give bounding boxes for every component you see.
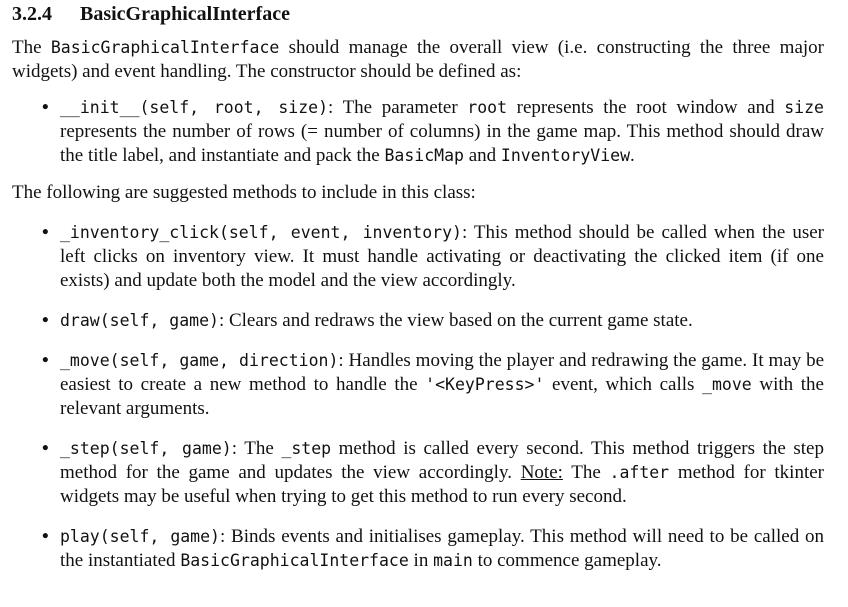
method-signature: play(self, game) — [60, 527, 220, 546]
inline-code: root — [467, 98, 508, 117]
list-item-draw — [12, 309, 824, 333]
item-text: with the relevant arguments. — [60, 374, 824, 419]
intro-text: The — [12, 37, 51, 58]
inline-code: BasicGraphicalInterface — [180, 551, 409, 570]
inline-code: '<KeyPress>' — [425, 375, 545, 394]
method-signature: _inventory_click(self, event, inventory) — [60, 223, 462, 242]
bullet-icon: • — [42, 438, 49, 459]
class-name-code: BasicGraphicalInterface — [50, 38, 280, 57]
inline-code: InventoryView — [500, 146, 631, 165]
item-text: event, which calls — [544, 374, 703, 395]
method-signature: draw(self, game) — [60, 311, 219, 330]
item-text: method is called every second. This method triggers the step method for the game and updates the view accordingly. — [60, 438, 824, 483]
intro-text: should manage the overall view (i.e. constructing the three major widgets) and event handling. The constructor should be defined as: — [12, 37, 824, 82]
item-text: : This method should be called when the user left clicks on inventory view. It must handle activating or deactivating the clicked item (if one exists) and update both the model and the view accordingly. — [60, 222, 824, 291]
inline-code: size — [784, 98, 824, 117]
list-item-play — [12, 525, 824, 573]
bullet-icon: • — [42, 310, 49, 331]
section-heading — [12, 0, 824, 26]
method-signature: _move(self, game, direction) — [60, 351, 339, 370]
item-text: represents the number of rows (= number of columns) in the game map. This method should draw the title label, and instantiate and pack the — [60, 121, 824, 166]
inline-code: BasicMap — [384, 146, 464, 165]
constructor-list — [12, 96, 824, 168]
note-label: Note: — [520, 462, 563, 483]
methods-list — [12, 221, 824, 573]
item-text: : Clears and redraws the view based on the current game state. — [218, 310, 693, 331]
document-page — [12, 0, 824, 573]
item-text: : Handles moving the player and redrawing the game. It may be easiest to create a new method to handle the — [60, 350, 825, 395]
item-text: represents the root window and — [507, 97, 785, 118]
item-text: in — [408, 550, 434, 571]
list-item-init — [12, 96, 824, 168]
list-item-inventory-click — [12, 221, 824, 293]
bullet-icon: • — [42, 526, 49, 547]
inline-code: _step — [281, 439, 332, 458]
bullet-icon: • — [42, 350, 49, 371]
item-text: and — [463, 145, 501, 166]
list-item-step — [12, 437, 824, 509]
item-text: . — [630, 145, 635, 166]
list-item-move — [12, 349, 824, 421]
methods-intro-paragraph: The following are suggested methods to include in this class: — [12, 182, 476, 203]
item-text: : The — [231, 438, 282, 459]
section-title: BasicGraphicalInterface — [80, 3, 290, 25]
intro-paragraph — [12, 36, 824, 84]
bullet-icon: • — [42, 97, 49, 118]
item-text: : The parameter — [328, 97, 468, 118]
item-text: method for tkinter widgets may be useful when trying to get this method to run every second. — [60, 462, 824, 507]
method-signature: _step(self, game) — [60, 439, 232, 458]
item-text: : Binds events and initialises gameplay. This method will need to be called on the instantiated — [60, 526, 824, 571]
inline-code: .after — [609, 463, 670, 482]
inline-code: main — [433, 551, 473, 570]
item-text: to commence gameplay. — [472, 550, 662, 571]
section-number: 3.2.4 — [12, 3, 52, 25]
inline-code: _move — [702, 375, 752, 394]
item-text: The — [562, 462, 610, 483]
bullet-icon: • — [42, 222, 49, 243]
method-signature: __init__(self, root, size) — [60, 98, 329, 117]
